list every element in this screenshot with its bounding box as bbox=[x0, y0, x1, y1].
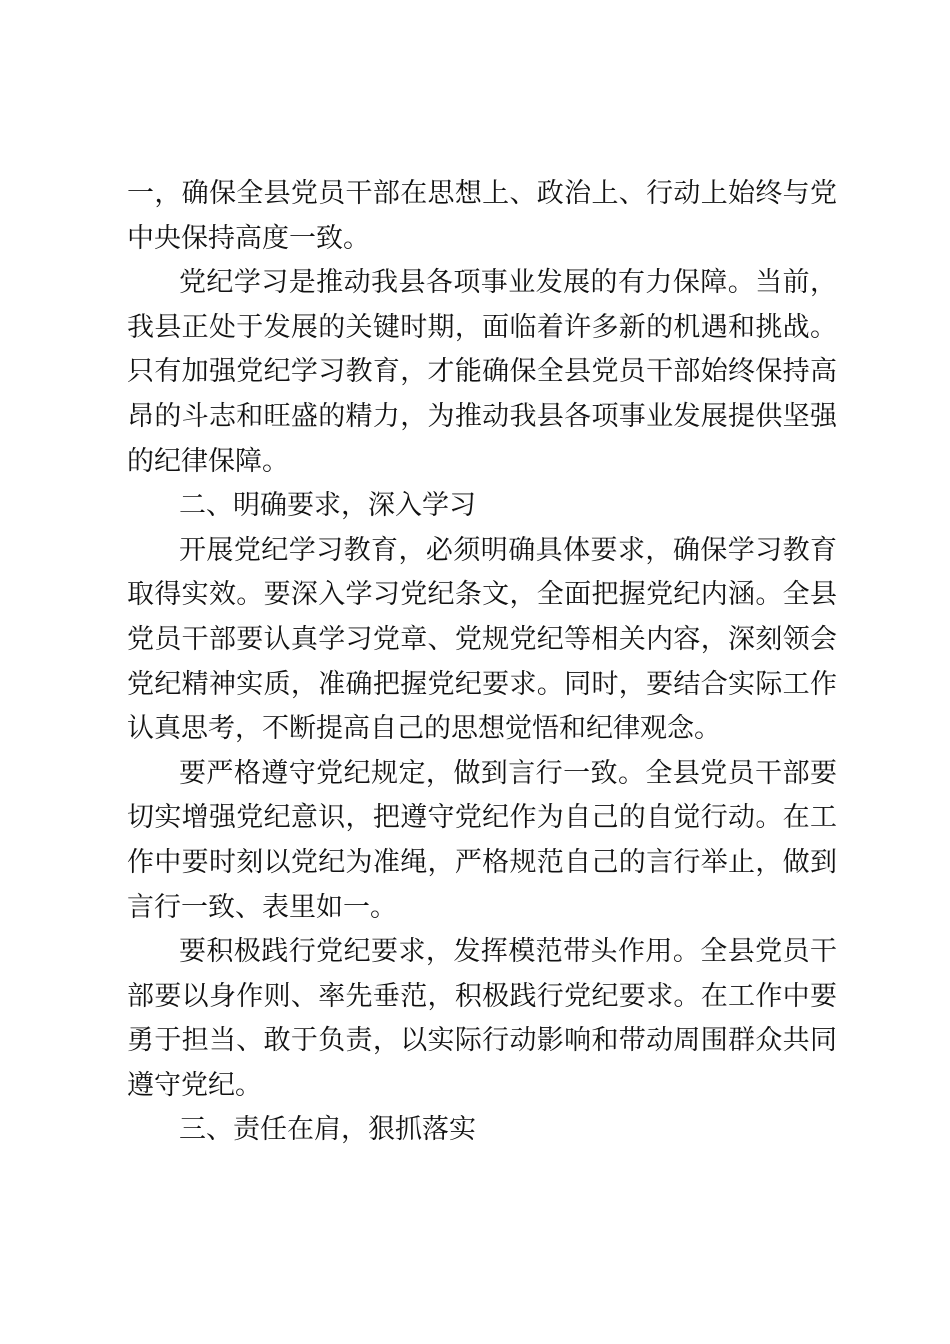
section-heading-two: 二、明确要求，深入学习 bbox=[179, 490, 476, 522]
paragraph-discipline-study: 党纪学习是推动我县各项事业发展的有力保障。当前，我县正处于发展的关键时期，面临着许多新的机遇和挑战。只有加强党纪学习教育，才能确保全县党员干部始终保持高昂的斗志和旺盛的精力，为推动我县各项事业发展提供坚强的纪律保障。 bbox=[127, 267, 837, 477]
paragraph-practice-requirements: 要积极践行党纪要求，发挥模范带头作用。全县党员干部要以身作则、率先垂范，积极践行党纪要求。在工作中要勇于担当、敢于负责，以实际行动影响和带动周围群众共同遵守党纪。 bbox=[127, 936, 837, 1101]
section-heading-three: 三、责任在肩，狠抓落实 bbox=[179, 1114, 476, 1146]
document-body bbox=[127, 172, 837, 1153]
paragraph-continuation: 一，确保全县党员干部在思想上、政治上、行动上始终与党中央保持高度一致。 bbox=[127, 178, 837, 254]
paragraph-observe-rules: 要严格遵守党纪规定，做到言行一致。全县党员干部要切实增强党纪意识，把遵守党纪作为自己的自觉行动。在工作中要时刻以党纪为准绳，严格规范自己的言行举止，做到言行一致、表里如一。 bbox=[127, 757, 837, 923]
paragraph-requirements: 开展党纪学习教育，必须明确具体要求，确保学习教育取得实效。要深入学习党纪条文，全面把握党纪内涵。全县党员干部要认真学习党章、党规党纪等相关内容，深刻领会党纪精神实质，准确把握党纪要求。同时，要结合实际工作认真思考，不断提高自己的思想觉悟和纪律观念。 bbox=[127, 534, 837, 745]
